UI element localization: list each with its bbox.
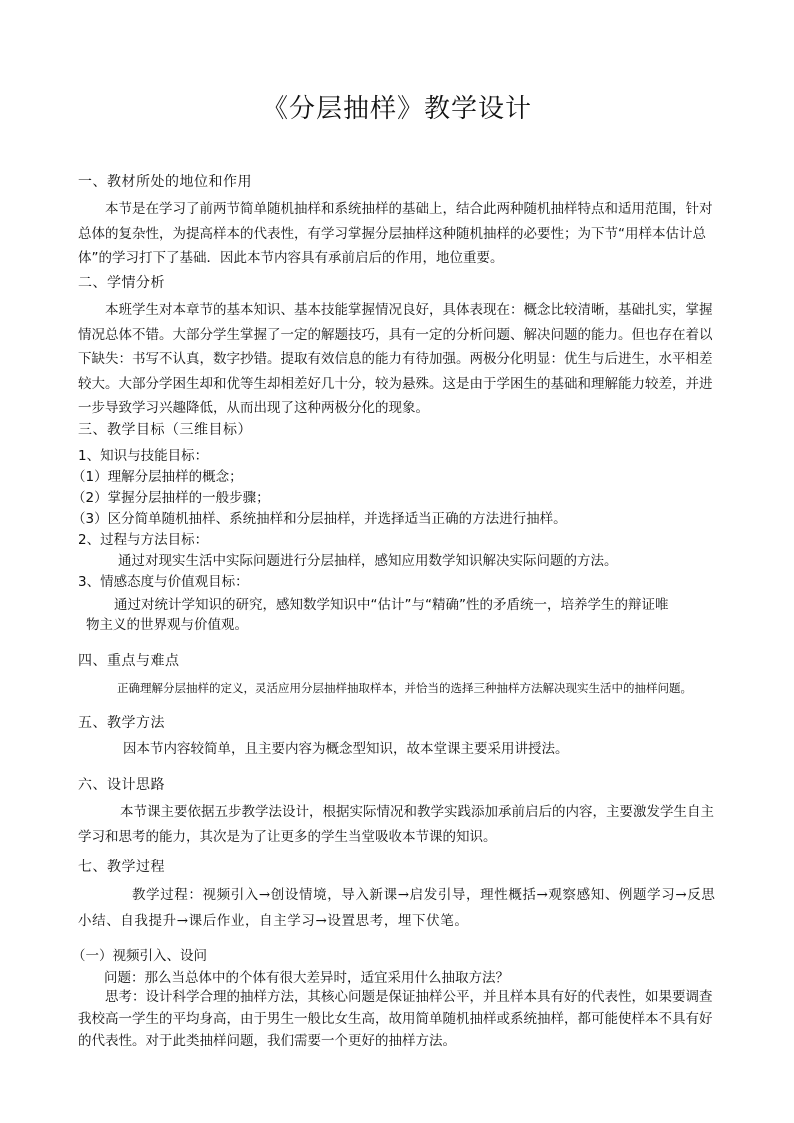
goal-knowledge-item-2: （2）掌握分层抽样的一般步骤； bbox=[72, 490, 270, 506]
section-body-4: 正确理解分层抽样的定义，灵活应用分层抽样抽取样本，并恰当的选择三种抽样方法解决现实生活中的抽样问题。 bbox=[117, 681, 692, 695]
section-body-6: 本节课主要依据五步教学法设计，根据实际情况和教学实践添加承前启后的内容，主要激发学生自主学习和思考的能力，其次是为了让更多的学生当堂吸收本节课的知识。 bbox=[78, 804, 714, 845]
section-body-1: 本节是在学习了前两节简单随机抽样和系统抽样的基础上，结合此两种随机抽样特点和适用范围，针对总体的复杂性，为提高样本的代表性，有学习掌握分层抽样这种随机抽样的必要性；为下节“用样本估计总体”的学习打下了基础．因此本节内容具有承前启后的作用，地位重要。 bbox=[78, 201, 713, 266]
section-heading-2: 二、学情分析 bbox=[78, 275, 165, 291]
subsection-title-1: （一）视频引入、设问 bbox=[72, 948, 207, 964]
section-heading-3: 三、教学目标（三维目标） bbox=[78, 422, 252, 438]
goal-process-title: 2、过程与方法目标： bbox=[78, 532, 209, 548]
teaching-process-flow: 教学过程：视频引入→创设情境，导入新课→启发引导，理性概括→观察感知、例题学习→反思小结、自我提升→课后作业，自主学习→设置思考，埋下伏笔。 bbox=[78, 887, 716, 929]
goal-emotion-body-line2: 物主义的世界观与价值观。 bbox=[86, 617, 248, 633]
goal-emotion-title: 3、情感态度与价值观目标： bbox=[78, 574, 249, 590]
section-heading-5: 五、教学方法 bbox=[78, 715, 165, 731]
goal-process-body: 通过对现实生活中实际问题进行分层抽样，感知应用数学知识解决实际问题的方法。 bbox=[118, 553, 618, 569]
question-text: 问题：那么当总体中的个体有很大差异时，适宜采用什么抽取方法？ bbox=[104, 970, 509, 986]
section-body-2: 本班学生对本章节的基本知识、基本技能掌握情况良好，具体表现在：概念比较清晰，基础扎实，掌握情况总体不错。大部分学生掌握了一定的解题技巧，具有一定的分析问题、解决问题的能力。但也存在着以下缺失：书写不认真，数字抄错。提取有效信息的能力有待加强。两极分化明显：优生与后进生，水平相差较大。大部分学困生却和优等生却相差好几十分，较为悬殊。这是由于学困生的基础和理解能力较差，并进一步导致学习兴趣降低，从而出现了这种两极分化的现象。 bbox=[78, 302, 713, 416]
goal-knowledge-title: 1、知识与技能目标： bbox=[78, 448, 209, 464]
section-heading-6: 六、设计思路 bbox=[78, 777, 165, 793]
page-title: 《分层抽样》教学设计 bbox=[261, 94, 532, 124]
section-heading-7: 七、教学过程 bbox=[78, 859, 165, 875]
goal-emotion-body-line1: 通过对统计学知识的研究，感知数学知识中“估计”与“精确”性的矛盾统一，培养学生的辩证唯 bbox=[114, 597, 669, 613]
think-text: 思考：设计科学合理的抽样方法，其核心问题是保证抽样公平，并且样本具有好的代表性，如果要调查我校高一学生的平均身高，由于男生一般比女生高，故用简单随机抽样或系统抽样，都可能使样本不具有好的代表性。对于此类抽样问题，我们需要一个更好的抽样方法。 bbox=[78, 989, 713, 1049]
goal-knowledge-item-1: （1）理解分层抽样的概念； bbox=[72, 469, 243, 485]
section-heading-4: 四、重点与难点 bbox=[78, 653, 180, 669]
section-body-5: 因本节内容较简单，且主要内容为概念型知识，故本堂课主要采用讲授法。 bbox=[123, 741, 569, 757]
section-heading-1: 一、教材所处的地位和作用 bbox=[78, 174, 252, 190]
goal-knowledge-item-3: （3）区分简单随机抽样、系统抽样和分层抽样，并选择适当正确的方法进行抽样。 bbox=[72, 511, 567, 527]
